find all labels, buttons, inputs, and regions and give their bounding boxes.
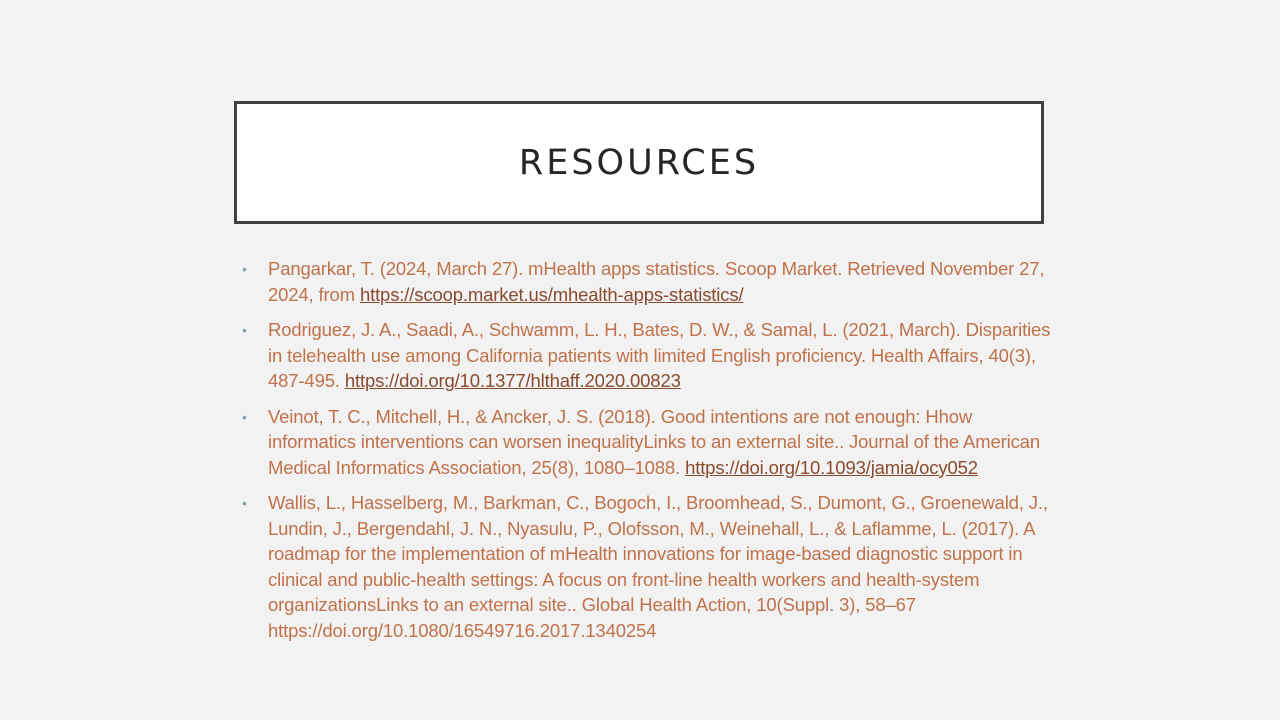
reference-item (240, 490, 1060, 643)
reference-text: Pangarkar, T. (2024, March 27). mHealth apps statistics. Scoop Market. Retrieved November 27, 2024, from (268, 258, 1045, 305)
reference-doi: https://doi.org/10.1080/16549716.2017.1340254 (268, 619, 657, 641)
reference-link[interactable]: https://scoop.market.us/mhealth-apps-statistics/ (359, 283, 744, 305)
slide-title: RESOURCES (518, 142, 760, 183)
reference-item (240, 404, 1060, 481)
reference-text: Veinot, T. C., Mitchell, H., & Ancker, J. S. (2018). Good intentions are not enough: Hhow informatics interventions can worsen inequalityLinks to an external site.. Journal of the American Medical Informatics Association, 25(8), 1080–1088. (268, 405, 1040, 478)
reference-text: Wallis, L., Hasselberg, M., Barkman, C., Bogoch, I., Broomhead, S., Dumont, G., Groenewald, J., Lundin, J., Bergendahl, J. N., Nyasulu, P., Olofsson, M., Weinehall, L., & Laflamme, L. (2017). A roadmap for the implementation of mHealth innovations for image-based diagnostic support in clinical and public-health settings: A focus on front-line health workers and health-system organizationsLinks to an external site.. Global Health Action, 10(Suppl. 3), 58–67 (268, 492, 1048, 615)
reference-link[interactable]: https://doi.org/10.1377/hlthaff.2020.00823 (344, 370, 681, 391)
reference-item (240, 317, 1060, 394)
reference-link[interactable]: https://doi.org/10.1093/jamia/ocy052 (685, 456, 978, 478)
bullet-icon: • (242, 408, 247, 425)
bullet-icon: • (242, 261, 247, 277)
reference-list (240, 256, 1060, 653)
reference-item (240, 256, 1060, 307)
reference-text: Rodriguez, J. A., Saadi, A., Schwamm, L. H., Bates, D. W., & Samal, L. (2021, March). Disparities in telehealth use among California patients with limited English proficiency. Health Affairs, 40(3), 487-495. (268, 319, 1051, 391)
bullet-icon: • (242, 322, 247, 338)
bullet-icon: • (242, 495, 247, 511)
title-box (234, 101, 1044, 224)
